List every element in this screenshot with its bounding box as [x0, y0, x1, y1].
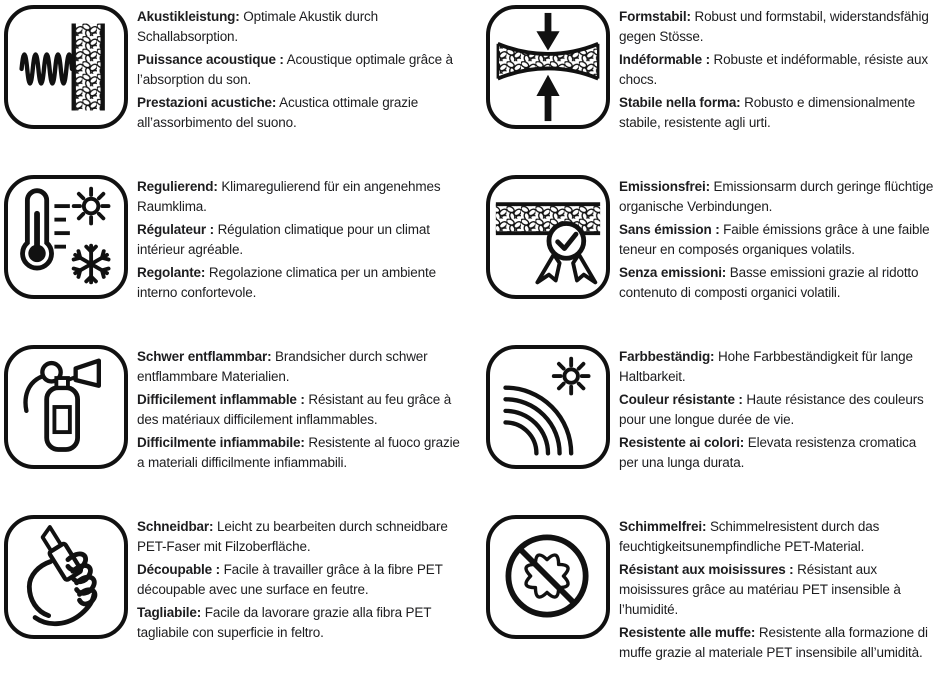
feature-label: Akustikleistung:: [137, 9, 240, 24]
feature-fire-resistant: [0, 340, 482, 510]
feature-label: Schneidbar:: [137, 519, 214, 534]
feature-label: Resistente alle muffe:: [619, 625, 756, 640]
feature-paragraph: [137, 390, 460, 430]
climate-regulation-icon: [10, 181, 122, 293]
feature-text: Faible émissions grâce à une faible teneur en composés organiques volatils.: [619, 222, 930, 257]
feature-text-block: [137, 515, 482, 646]
feature-paragraph: [619, 390, 934, 430]
feature-paragraph: [619, 177, 934, 217]
feature-paragraph: [619, 517, 934, 557]
feature-label: Résistant aux moisissures :: [619, 562, 794, 577]
feature-text: Facile à travailler grâce à la fibre PET découpable avec une surface en feutre.: [137, 562, 443, 597]
icon-frame: [486, 5, 610, 129]
feature-paragraph: [137, 220, 460, 260]
color-fastness-icon: [492, 351, 604, 463]
feature-paragraph: [137, 177, 460, 217]
feature-text: Basse emissioni grazie al ridotto contenuto di composti organici volatili.: [619, 265, 919, 300]
feature-label: Farbbeständig:: [619, 349, 715, 364]
feature-label: Schimmelfrei:: [619, 519, 707, 534]
feature-low-emission: [482, 170, 936, 340]
icon-frame: [4, 515, 128, 639]
feature-paragraph: [137, 93, 460, 133]
feature-color-fastness: [482, 340, 936, 510]
feature-label: Couleur résistante :: [619, 392, 743, 407]
feature-label: Découpable :: [137, 562, 220, 577]
feature-paragraph: [137, 263, 460, 303]
feature-text: Robusto e dimensionalmente stabile, resistente agli urti.: [619, 95, 916, 130]
icon-frame: [4, 5, 128, 129]
feature-acoustic: [0, 0, 482, 170]
feature-text-block: [137, 175, 482, 306]
feature-text: Brandsicher durch schwer entflammbare Materialien.: [137, 349, 428, 384]
feature-paragraph: [619, 263, 934, 303]
feature-text-block: [137, 345, 482, 476]
feature-text-block: [619, 175, 936, 306]
feature-text: Schimmelresistent durch das feuchtigkeitsunempfindliche PET-Material.: [619, 519, 880, 554]
feature-text: Resistente alla formazione di muffe grazie al materiale PET insensibile all’umidità.: [619, 625, 928, 660]
icon-frame: [4, 175, 128, 299]
icon-frame: [486, 345, 610, 469]
feature-text: Regolazione climatica per un ambiente interno confortevole.: [137, 265, 436, 300]
sound-absorption-icon: [10, 11, 122, 123]
feature-text: Elevata resistenza cromatica per una lunga durata.: [619, 435, 917, 470]
feature-text: Robust und formstabil, widerstandsfähig gegen Stösse.: [619, 9, 929, 44]
feature-label: Puissance acoustique :: [137, 52, 284, 67]
feature-paragraph: [137, 517, 460, 557]
feature-label: Indéformable :: [619, 52, 710, 67]
feature-text: Robuste et indéformable, résiste aux chocs.: [619, 52, 929, 87]
feature-text: Haute résistance des couleurs pour une longue durée de vie.: [619, 392, 924, 427]
shape-stability-icon: [492, 11, 604, 123]
feature-label: Regulierend:: [137, 179, 218, 194]
feature-text: Optimale Akustik durch Schallabsorption.: [137, 9, 378, 44]
low-emission-icon: [492, 181, 604, 293]
feature-label: Stabile nella forma:: [619, 95, 741, 110]
feature-paragraph: [137, 560, 460, 600]
mold-resistant-icon: [492, 521, 604, 633]
feature-text-block: [619, 345, 936, 476]
feature-text: Acustica ottimale grazie all’assorbimento del suono.: [137, 95, 419, 130]
feature-text: Emissionsarm durch geringe flüchtige organische Verbindungen.: [619, 179, 934, 214]
feature-text: Régulation climatique pour un climat intérieur agréable.: [137, 222, 430, 257]
feature-paragraph: [619, 220, 934, 260]
feature-paragraph: [137, 7, 460, 47]
feature-label: Emissionsfrei:: [619, 179, 710, 194]
feature-text-block: [137, 5, 482, 136]
feature-label: Régulateur :: [137, 222, 214, 237]
icon-frame: [486, 175, 610, 299]
feature-label: Schwer entflammbar:: [137, 349, 272, 364]
feature-shape-stability: [482, 0, 936, 170]
feature-paragraph: [137, 347, 460, 387]
feature-label: Formstabil:: [619, 9, 691, 24]
feature-text-block: [619, 515, 936, 666]
feature-text: Klimaregulierend für ein angenehmes Raumklima.: [137, 179, 441, 214]
feature-label: Prestazioni acustiche:: [137, 95, 277, 110]
feature-text: Leicht zu bearbeiten durch schneidbare PET-Faser mit Filzoberfläche.: [137, 519, 448, 554]
cuttable-icon: [10, 521, 122, 633]
feature-text: Résistant aux moisissures grâce au matériau PET insensible à l’humidité.: [619, 562, 901, 617]
feature-paragraph: [619, 433, 934, 473]
feature-paragraph: [619, 560, 934, 620]
feature-label: Difficilmente infiammabile:: [137, 435, 305, 450]
feature-paragraph: [619, 7, 934, 47]
feature-label: Tagliabile:: [137, 605, 202, 620]
icon-frame: [486, 515, 610, 639]
feature-paragraph: [619, 623, 934, 663]
feature-paragraph: [137, 433, 460, 473]
feature-text: Resistente al fuoco grazie a materiali difficilmente infiammabili.: [137, 435, 460, 470]
feature-paragraph: [619, 347, 934, 387]
feature-text: Acoustique optimale grâce à l’absorption du son.: [137, 52, 453, 87]
feature-climate-regulation: [0, 170, 482, 340]
feature-label: Sans émission :: [619, 222, 720, 237]
feature-cuttable: [0, 510, 482, 680]
icon-frame: [4, 345, 128, 469]
feature-paragraph: [137, 603, 460, 643]
feature-paragraph: [619, 50, 934, 90]
feature-text: Hohe Farbbeständigkeit für lange Haltbarkeit.: [619, 349, 913, 384]
feature-paragraph: [137, 50, 460, 90]
feature-label: Difficilement inflammable :: [137, 392, 305, 407]
fire-resistant-icon: [10, 351, 122, 463]
feature-label: Regolante:: [137, 265, 206, 280]
feature-text: Résistant au feu grâce à des matériaux difficilement inflammables.: [137, 392, 452, 427]
feature-label: Resistente ai colori:: [619, 435, 745, 450]
feature-mold-resistant: [482, 510, 936, 680]
feature-text-block: [619, 5, 936, 136]
feature-paragraph: [619, 93, 934, 133]
feature-text: Facile da lavorare grazie alla fibra PET tagliabile con superficie in feltro.: [137, 605, 432, 640]
feature-label: Senza emissioni:: [619, 265, 727, 280]
